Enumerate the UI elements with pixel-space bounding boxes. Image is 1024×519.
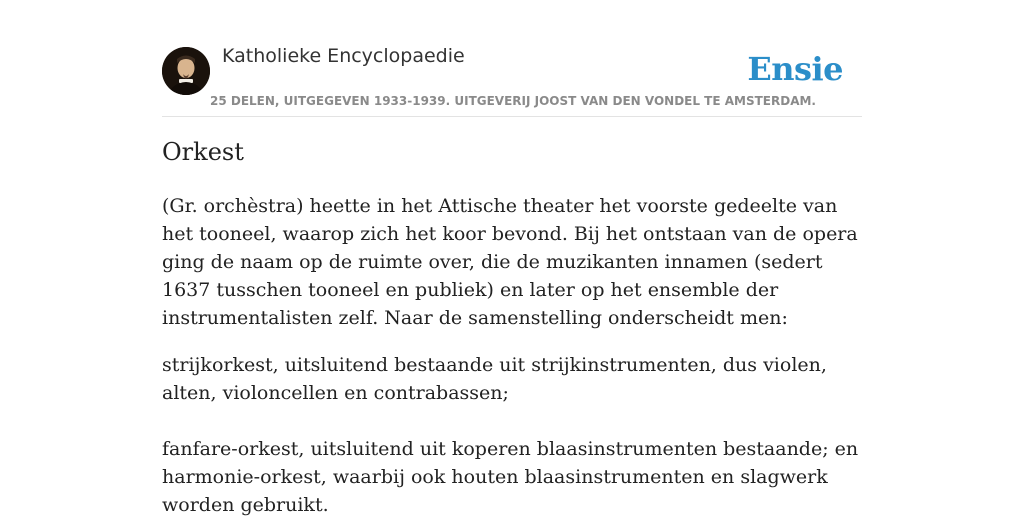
- page-container: [162, 0, 862, 516]
- site-header: [162, 0, 862, 117]
- article-paragraph: fanfare-orkest, uitsluitend uit koperen blaasinstrumenten bestaande; en harmonie-orkest, waarbij ook houten blaasinstrumenten en slagwerk worden gebruikt.: [162, 438, 859, 516]
- publication-title[interactable]: Katholieke Encyclopaedie: [222, 45, 465, 67]
- brand-logo[interactable]: Ensie: [747, 50, 843, 88]
- publication-avatar[interactable]: [162, 47, 210, 95]
- portrait-icon: [162, 47, 210, 95]
- publication-subtitle: 25 DELEN, UITGEGEVEN 1933-1939. UITGEVERIJ JOOST VAN DEN VONDEL TE AMSTERDAM.: [210, 94, 816, 108]
- article-paragraph: (Gr. orchèstra) heette in het Attische theater het voorste gedeelte van het tooneel, waarop zich het koor bevond. Bij het ontstaan van de opera ging de naam op de ruimte over, die de muzikanten innamen (sedert 1637 tusschen tooneel en publiek) en later op het ensemble der instrumentalisten zelf. Naar de samenstelling onderscheidt men:: [162, 195, 858, 329]
- article-paragraph: strijkorkest, uitsluitend bestaande uit strijkinstrumenten, dus violen, alten, violoncellen en contrabassen;: [162, 354, 827, 404]
- article-body: [162, 192, 862, 519]
- article-title: Orkest: [162, 138, 244, 166]
